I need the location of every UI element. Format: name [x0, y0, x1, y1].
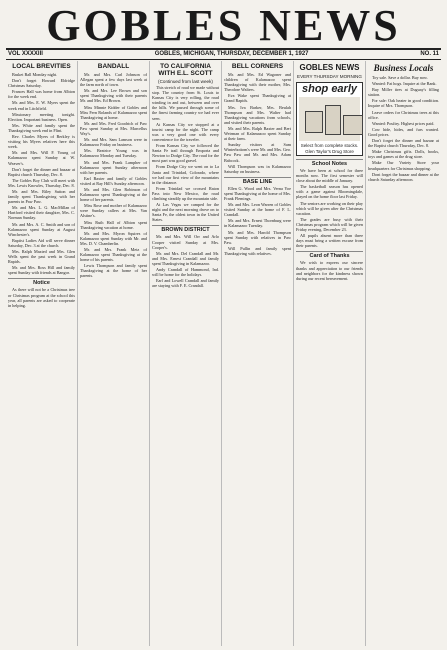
- article-paragraph: This stretch of road we made without stop. The country from St. Louis to Kansas City is very rolling, the road winding in and out, between and over the hills. We passed through some of the finest farming country we had ever seen.: [152, 85, 219, 121]
- article-paragraph: Andy Crandall of Hammond, Ind. will be home for the holidays.: [152, 267, 219, 278]
- column-business-locals: [366, 61, 441, 646]
- local-brevities-heading: LOCAL BREVITIES: [12, 63, 71, 70]
- article-paragraph: At Kansas City we stopped at a tourist camp for the night. The camp was a very good one with every convenience for the traveler.: [152, 121, 219, 142]
- article-paragraph: Eva Wake spent Thanksgiving at Grand Rapids.: [224, 93, 291, 104]
- article-paragraph: Mrs. White and family spent the Thanksgiving week end in Flint.: [8, 122, 75, 133]
- shop-early-caption: Select from complete stocks. Glen Taylor's Drug Store: [300, 143, 359, 154]
- paper-info-line: EVERY THURSDAY MORNING: [297, 74, 362, 79]
- gift-box-icon: [305, 111, 323, 133]
- article-paragraph: Rev. Charles Myers of Berkley is visiting his Myers relatives here this week.: [8, 134, 75, 150]
- gift-box-icon: [325, 105, 341, 135]
- classified-ad: Buy Miller tires at Duguay's filling station.: [368, 87, 439, 98]
- gift-box-icon: [343, 115, 363, 135]
- column-local-brevities: [6, 61, 78, 646]
- article-paragraph: Mr. and Mrs. Will F. Young of Kalamazoo spent Sunday at W. Weaver's.: [8, 150, 75, 166]
- masthead: [6, 4, 441, 50]
- classified-ad: Dont forget the bazaar and dinner at the church Saturday afternoon.: [368, 171, 439, 182]
- issue-number: NO. 11: [420, 51, 439, 57]
- article-paragraph: Miss Minnie Kidder of Gobles and Miss Fern Rolands of Kalamazoo spent Thanksgiving at home.: [80, 104, 147, 120]
- classified-ad: Don't forget the dinner and bazaar at the Baptist church Thursday, Dec. 8.: [368, 138, 439, 149]
- bell-corners-heading: BELL CORNERS: [231, 63, 284, 70]
- article-paragraph: Mrs. Beatrice Young was in Kalamazoo Monday and Tuesday.: [80, 148, 147, 159]
- article-paragraph: Will Pullin and family spent Thanksgiving with relatives.: [224, 245, 291, 256]
- columns: [6, 61, 441, 646]
- gift-illustration: [299, 97, 360, 141]
- column-paper-info: [294, 61, 366, 646]
- classified-ad: Wanted: Poultry. Highest prices paid.: [372, 120, 435, 126]
- article-paragraph: We have been at school for three months now. The first semester will close about the middle of January.: [296, 168, 363, 184]
- date-label: GOBLES, MICHIGAN, THURSDAY, DECEMBER 1, 1927: [154, 51, 309, 57]
- article-paragraph: From Trinidad we crossed Raton Pass into New Mexico, the road climbing steadily up the mountain side.: [152, 185, 219, 201]
- shop-early-ad: [296, 82, 363, 156]
- article-paragraph: Mr. and Mrs. Del Crandall and Mr. and Mrs. Ernest Crandall and family spent Thanksgiving in Kalamazoo.: [152, 250, 219, 266]
- bandall-heading: BANDALL: [97, 63, 130, 70]
- article-paragraph: The Gobles Boy Club will meet with Mrs. Lewis Knowles, Thursday, Dec. 8.: [8, 177, 75, 188]
- volume-label: VOL XXXXIII: [8, 51, 43, 57]
- article-paragraph: Mr. and Mrs. Harold Thompson spent Sunday with relatives in Paw Paw.: [224, 229, 291, 245]
- card-of-thanks-text: We wish to express our sincere thanks and appreciation to our friends and neighbors for the kindness shown during our recent bereavement.: [296, 260, 363, 281]
- column-bandall: [78, 61, 150, 646]
- article-paragraph: Mr. and Mrs. E. W. Myers spent the week end in Litchfield.: [8, 100, 75, 111]
- shop-early-title: shop early: [301, 83, 358, 95]
- article-paragraph: Earl Baxter and family of Gobles visited at Ray Hill's Sunday afternoon.: [80, 175, 147, 186]
- article-paragraph: At Las Vegas we camped for the night and the next morning drove on to Santa Fe, the oldest town in the United States.: [152, 202, 219, 223]
- column-bell-corners: [222, 61, 294, 646]
- newspaper-page: [6, 4, 441, 646]
- classified-ad: For sale: Oak heater in good condition. Inquire of Mrs. Thompson.: [368, 98, 439, 109]
- california-heading: TO CALIFORNIA WITH E.L. SCOTT: [158, 63, 213, 77]
- article-paragraph: Mr. and Mrs. Lee Brown and son spent Thanksgiving with their parents Mr. and Mrs. Ed Brown.: [80, 88, 147, 104]
- business-locals-heading: Business Locals: [373, 63, 434, 73]
- article-paragraph: Mr. and Mrs. Carl Johnson of Allegan spent a few days last week at the farm north of town.: [80, 72, 147, 88]
- classified-ad: Make Christmas gifts. Dolls, books, toys and games at the drug store.: [368, 149, 439, 160]
- classified-ad: Cow hide, hides, and furs wanted. Good prices.: [368, 126, 439, 137]
- brown-district-heading: BROWN DISTRICT: [152, 225, 219, 233]
- column-california: [150, 61, 222, 646]
- article-paragraph: Mrs. Ralph Maxted and Mrs. Glen Wells spent the past week in Grand Rapids.: [8, 249, 75, 265]
- classified-ad: Wanted: Fat hogs. Inquire at the Bank.: [372, 81, 437, 87]
- article-paragraph: Baptist Ladies Aid will serve dinner Saturday, Dec. 3 at the church.: [8, 237, 75, 248]
- article-paragraph: Frances Hall was home from Albion for the week end.: [8, 89, 75, 100]
- article-paragraph: Mr. and Mrs. Myron Squires of Kalamazoo spent Sunday with Mr. and Mrs. D. V. Chamberlin.: [80, 230, 147, 246]
- newspaper-title: GOBLES NEWS: [46, 4, 401, 50]
- article-paragraph: Don't forget Howard Eldridge Christmas Saturday.: [8, 78, 75, 89]
- article-paragraph: Mr. and Mrs. Ross Hill and family spent Sunday with friends at Bangor.: [8, 265, 75, 276]
- article-paragraph: Mr. and Mrs. A. C. Smith and son of Kalamazoo spent Sunday at August Winchester's.: [8, 221, 75, 237]
- article-paragraph: The grades are busy with their Christmas program which will be given Friday evening, December 23.: [296, 216, 363, 233]
- classified-ad: Make Our Variety Store your headquarters for Christmas shopping.: [368, 160, 439, 171]
- article-paragraph: Mr. and Mrs. Fred Goodrich of Paw Paw spent Sunday at Mrs. Marcellus Way's.: [80, 120, 147, 137]
- article-paragraph: Mr. and Mrs. Glen Robinson of Kalamazoo spent Thanksgiving at the home of her parents.: [80, 186, 147, 203]
- article-paragraph: Mr. and Mrs. Leon Warren of Gobles visited Sunday at the home of F. L. Crandall.: [224, 202, 291, 218]
- local-brevities-body: [8, 72, 75, 275]
- article-paragraph: Miss Ruth Hall of Albion spent Thanksgiving vacation at home.: [80, 219, 147, 230]
- continued-note: (Continued from last week): [158, 79, 213, 84]
- school-notes-heading: School Notes: [296, 159, 363, 167]
- article-paragraph: Ellen G. Wood and Mrs. Verna Yoe spent Thanksgiving at the home of Mrs. Frank Flemings.: [224, 185, 291, 201]
- article-paragraph: Mr. and Mrs. Will Orr and Arlo Cooper visited Sunday at Mrs. Cooper's.: [152, 234, 219, 250]
- card-of-thanks-heading: Card of Thanks: [296, 251, 363, 259]
- article-paragraph: Earl and Lowell Crandall and family are staying with F. E. Crandall.: [152, 278, 219, 289]
- article-paragraph: Mr. and Mrs. Frank Lampher of Kalamazoo spent Sunday afternoon with her parents.: [80, 159, 147, 175]
- article-paragraph: Mr. and Mrs. Frank Metz of Kalamazoo spent Thanksgiving at the home of his parents.: [80, 247, 147, 263]
- dateline-bar: [6, 50, 441, 60]
- article-paragraph: Miss Rose and mother of Kalamazoo were Sunday callers at Mrs. Van Alstine's.: [80, 203, 147, 219]
- paper-info-heading: GOBLES NEWS: [299, 63, 360, 72]
- classified-ad: Leave orders for Christmas trees at this office.: [368, 109, 439, 120]
- article-paragraph: Mr. and Mrs. Ralph Baxter and Bert Weirman of Kalamazoo spent Sunday at their farm.: [224, 125, 291, 142]
- notice-heading: Notice: [8, 278, 75, 286]
- article-paragraph: From Kansas City we followed the Santa Fe trail through Emporia and Newton to Dodge City. The road for the most part was good gravel.: [152, 143, 219, 164]
- article-paragraph: Missionary meeting tonight. Election. Important business. Open.: [8, 111, 75, 122]
- article-paragraph: From Dodge City we went on to La Junta and Trinidad, Colorado, where we had our first view of the mountains in the distance.: [152, 164, 219, 185]
- notice-text: As there will not be a Christmas tree or Christmas program at the school this year, all parents are asked to cooperate in helping.: [8, 287, 75, 308]
- article-paragraph: Basket Ball Monday night.: [12, 72, 58, 77]
- article-paragraph: The seniors are working on their play which will be given after the Christmas vacation.: [296, 200, 363, 216]
- classified-ad: Toy sale. Save a dollar. Buy now.: [372, 75, 428, 80]
- article-paragraph: Mr. and Mrs. Ernest Thornburg were in Kalamazoo Tuesday.: [224, 218, 291, 229]
- article-paragraph: Mrs. Iva Barker, Mrs. Beulah Thompson and Mrs. Walter had Thanksgiving vacations from schools, and visited their parents.: [224, 104, 291, 125]
- article-paragraph: All pupils absent more than three days must bring a written excuse from their parents.: [296, 233, 363, 249]
- article-paragraph: Mr. and Mrs. Sam Lamson were in Kalamazoo Friday on business.: [80, 137, 147, 148]
- article-paragraph: The basketball season has opened with a game against Bloomingdale, played on the home floor last Friday.: [296, 184, 363, 200]
- base-line-heading: BASE LINE: [224, 177, 291, 185]
- article-paragraph: Sunday visitors at Sam Winterbottom's were Mr. and Mrs. Geo. Paw Paw and Mr. and Mrs. Adam Babcock.: [224, 142, 291, 163]
- article-paragraph: Mr. and Mrs. Riley Sutton and family spent Thanksgiving with her parents in Paw Paw.: [8, 188, 75, 205]
- article-paragraph: Lewis Thompson and family spent Thanksgiving at the home of her parents.: [80, 263, 147, 279]
- article-paragraph: Will Thompson was in Kalamazoo Saturday on business.: [224, 163, 291, 174]
- article-paragraph: Mr. and Mrs. L. G. MacMillan of Hartford visited their daughter, Mrs. C. Norman Sunday.: [8, 205, 75, 221]
- article-paragraph: Mr. and Mrs. Ed Wagoner and children of Kalamazoo spent Thanksgiving with their mother, Mrs. Theodore Walters.: [224, 72, 291, 93]
- article-paragraph: Don't forget the dinner and bazaar at Baptist church Thursday, Dec. 8.: [8, 166, 75, 177]
